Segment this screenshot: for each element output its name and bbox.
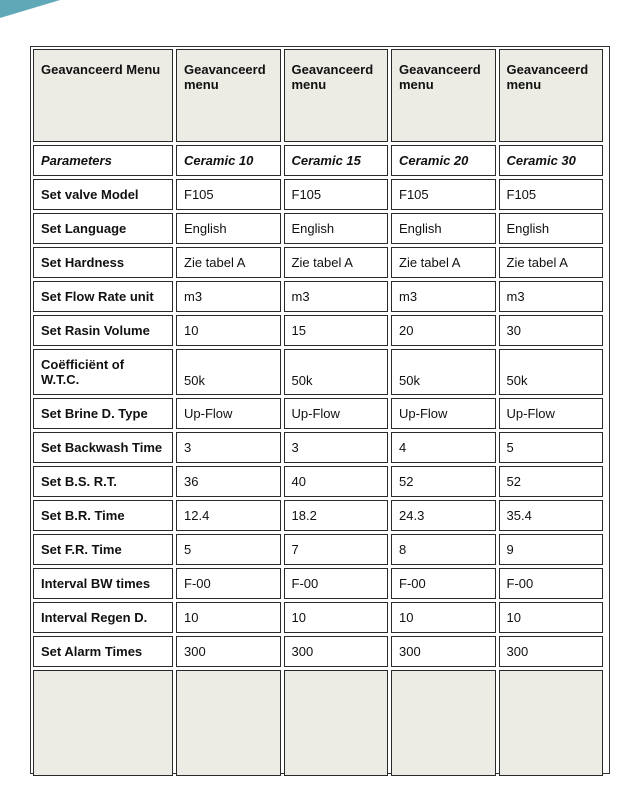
setting-value: 10 xyxy=(499,602,604,633)
setting-value: 5 xyxy=(176,534,281,565)
setting-value: 12.4 xyxy=(176,500,281,531)
setting-value: Zie tabel A xyxy=(499,247,604,278)
setting-value: 10 xyxy=(176,315,281,346)
setting-value: English xyxy=(499,213,604,244)
setting-value: Up-Flow xyxy=(284,398,389,429)
empty-footer-row xyxy=(33,670,603,776)
setting-value: 9 xyxy=(499,534,604,565)
empty-cell xyxy=(499,670,604,776)
setting-value: F105 xyxy=(176,179,281,210)
table-row xyxy=(33,602,603,633)
setting-label: Set Brine D. Type xyxy=(33,398,173,429)
setting-value: Up-Flow xyxy=(176,398,281,429)
setting-value: 300 xyxy=(176,636,281,667)
setting-value: 35.4 xyxy=(499,500,604,531)
model-column-header: Ceramic 10 xyxy=(176,145,281,176)
advanced-menu-table xyxy=(30,46,606,779)
setting-value: m3 xyxy=(499,281,604,312)
model-column-header: Ceramic 20 xyxy=(391,145,496,176)
setting-label: Set Backwash Time xyxy=(33,432,173,463)
setting-value: 30 xyxy=(499,315,604,346)
advanced-menu-table-frame xyxy=(30,46,610,774)
setting-value: 50k xyxy=(176,349,281,395)
setting-value: Zie tabel A xyxy=(176,247,281,278)
setting-value: 5 xyxy=(499,432,604,463)
setting-label: Set Alarm Times xyxy=(33,636,173,667)
setting-value: F105 xyxy=(499,179,604,210)
setting-value: m3 xyxy=(284,281,389,312)
table-row xyxy=(33,213,603,244)
setting-label: Set Rasin Volume xyxy=(33,315,173,346)
setting-label: Coëfficiënt of W.T.C. xyxy=(33,349,173,395)
setting-value: 300 xyxy=(284,636,389,667)
header-cell: Geavanceerd menu xyxy=(284,49,389,142)
parameters-label: Parameters xyxy=(33,145,173,176)
empty-cell xyxy=(284,670,389,776)
table-row xyxy=(33,466,603,497)
setting-value: 50k xyxy=(499,349,604,395)
setting-value: F-00 xyxy=(284,568,389,599)
setting-value: 300 xyxy=(499,636,604,667)
setting-value: Up-Flow xyxy=(391,398,496,429)
setting-value: 50k xyxy=(284,349,389,395)
setting-value: 8 xyxy=(391,534,496,565)
setting-value: 40 xyxy=(284,466,389,497)
setting-value: F-00 xyxy=(176,568,281,599)
setting-value: English xyxy=(391,213,496,244)
setting-value: 10 xyxy=(284,602,389,633)
setting-value: 10 xyxy=(391,602,496,633)
table-row xyxy=(33,247,603,278)
setting-value: Zie tabel A xyxy=(284,247,389,278)
setting-value: 24.3 xyxy=(391,500,496,531)
header-cell: Geavanceerd menu xyxy=(499,49,604,142)
table-row xyxy=(33,179,603,210)
setting-value: 300 xyxy=(391,636,496,667)
setting-value: F105 xyxy=(391,179,496,210)
setting-label: Set B.S. R.T. xyxy=(33,466,173,497)
setting-value: 3 xyxy=(176,432,281,463)
setting-label: Set F.R. Time xyxy=(33,534,173,565)
table-row xyxy=(33,398,603,429)
setting-value: F-00 xyxy=(499,568,604,599)
table-row xyxy=(33,500,603,531)
empty-cell xyxy=(176,670,281,776)
setting-value: 18.2 xyxy=(284,500,389,531)
setting-label: Set Flow Rate unit xyxy=(33,281,173,312)
setting-label: Set Hardness xyxy=(33,247,173,278)
setting-value: English xyxy=(176,213,281,244)
setting-value: 20 xyxy=(391,315,496,346)
table-row xyxy=(33,636,603,667)
parameters-row xyxy=(33,145,603,176)
model-column-header: Ceramic 15 xyxy=(284,145,389,176)
setting-value: 15 xyxy=(284,315,389,346)
setting-value: F105 xyxy=(284,179,389,210)
empty-cell xyxy=(33,670,173,776)
header-row xyxy=(33,49,603,142)
setting-value: Up-Flow xyxy=(499,398,604,429)
header-cell: Geavanceerd Menu xyxy=(33,49,173,142)
setting-value: 52 xyxy=(499,466,604,497)
setting-label: Set B.R. Time xyxy=(33,500,173,531)
setting-label: Interval Regen D. xyxy=(33,602,173,633)
table-row xyxy=(33,349,603,395)
corner-accent-shape xyxy=(0,0,60,18)
setting-value: 7 xyxy=(284,534,389,565)
empty-cell xyxy=(391,670,496,776)
setting-value: English xyxy=(284,213,389,244)
table-row xyxy=(33,281,603,312)
setting-value: 52 xyxy=(391,466,496,497)
table-row xyxy=(33,568,603,599)
setting-value: 36 xyxy=(176,466,281,497)
model-column-header: Ceramic 30 xyxy=(499,145,604,176)
setting-value: Zie tabel A xyxy=(391,247,496,278)
setting-value: F-00 xyxy=(391,568,496,599)
setting-value: 50k xyxy=(391,349,496,395)
setting-value: 4 xyxy=(391,432,496,463)
setting-value: 3 xyxy=(284,432,389,463)
setting-value: m3 xyxy=(176,281,281,312)
setting-label: Interval BW times xyxy=(33,568,173,599)
header-cell: Geavanceerd menu xyxy=(391,49,496,142)
header-cell: Geavanceerd menu xyxy=(176,49,281,142)
setting-label: Set Language xyxy=(33,213,173,244)
setting-label: Set valve Model xyxy=(33,179,173,210)
table-row xyxy=(33,315,603,346)
setting-value: m3 xyxy=(391,281,496,312)
setting-value: 10 xyxy=(176,602,281,633)
table-row xyxy=(33,432,603,463)
table-row xyxy=(33,534,603,565)
